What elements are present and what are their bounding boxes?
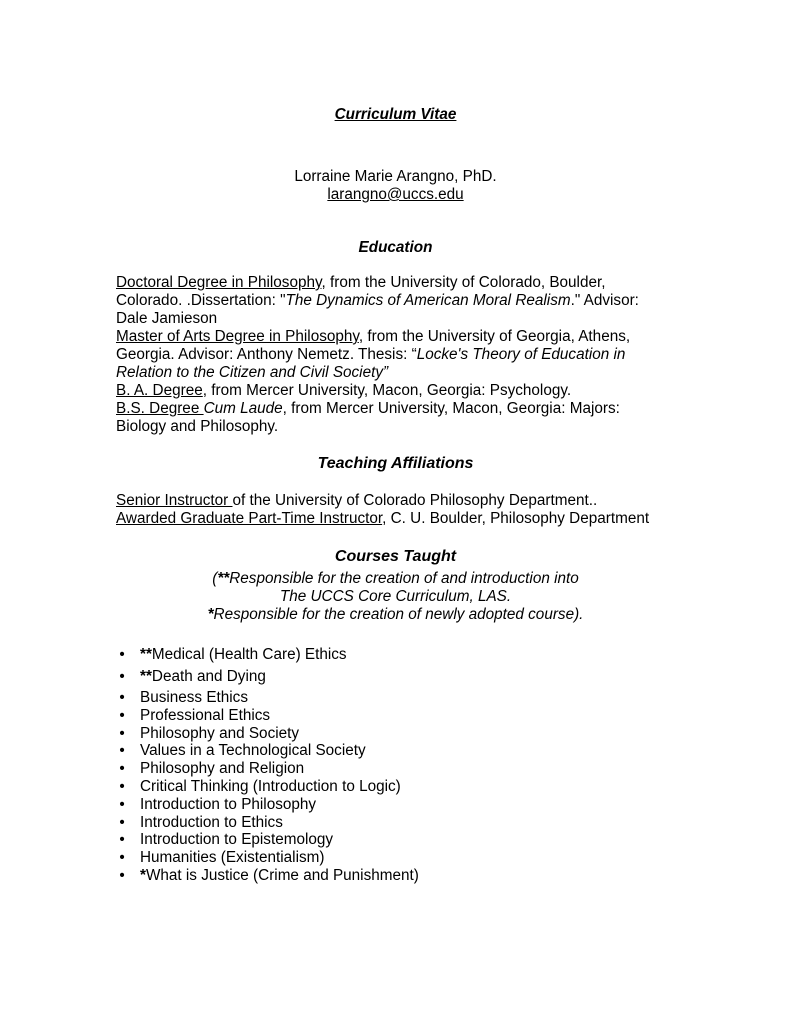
bullet-icon: •: [119, 760, 125, 778]
course-item: [116, 814, 419, 832]
course-title: Philosophy and Society: [140, 724, 300, 742]
senior-instructor-label: Senior Instructor: [116, 492, 233, 509]
bullet-icon: •: [119, 706, 125, 724]
course-item: [116, 667, 419, 689]
bullet-icon: •: [119, 866, 125, 884]
course-title: Introduction to Ethics: [140, 813, 283, 831]
bs-majors: Biology and Philosophy.: [116, 418, 279, 435]
course-title: What is Justice (Crime and Punishment): [145, 866, 419, 884]
note-line3: Responsible for the creation of newly adopted course).: [213, 606, 584, 623]
course-item: [116, 867, 419, 885]
bullet-icon: •: [119, 795, 125, 813]
courses-note: [0, 570, 791, 624]
affiliations-heading: Teaching Affiliations: [317, 455, 474, 472]
course-item: [116, 796, 419, 814]
ba-degree-text: , from Mercer University, Macon, Georgia: Psychology.: [202, 382, 572, 399]
course-title: Medical (Health Care) Ethics: [151, 646, 347, 663]
bullet-icon: •: [119, 813, 125, 831]
bs-degree-text: , from Mercer University, Macon, Georgia: Majors:: [282, 400, 620, 417]
note-line2: The UCCS Core Curriculum, LAS.: [279, 588, 512, 605]
person-name: Lorraine Marie Arangno, PhD.: [294, 168, 497, 185]
bullet-icon: •: [119, 668, 125, 685]
course-title: Values in a Technological Society: [140, 742, 366, 760]
ma-degree-label: Master of Arts Degree in Philosophy: [116, 328, 359, 345]
senior-instructor-text: of the University of Colorado Philosophy Department..: [232, 492, 598, 509]
bullet-icon: •: [119, 831, 125, 849]
ma-thesis-prefix: Georgia. Advisor: Anthony Nemetz. Thesis: “: [116, 346, 417, 363]
doctoral-degree-text: , from the University of Colorado, Boulder,: [321, 274, 606, 291]
doctoral-degree-label: Doctoral Degree in Philosophy: [116, 274, 322, 291]
course-item: [116, 778, 419, 796]
course-item: [116, 645, 419, 667]
bullet-icon: •: [119, 646, 125, 663]
bullet-icon: •: [119, 742, 125, 760]
graduate-instructor-label: Awarded Graduate Part-Time Instructor: [116, 510, 383, 527]
note-double-star: **: [217, 570, 230, 587]
ma-thesis-title-part2: Relation to the Citizen and Civil Society”: [116, 364, 389, 381]
course-list: [116, 645, 419, 885]
bullet-icon: •: [119, 777, 125, 795]
course-mark: **: [140, 668, 152, 685]
note-single-star: *: [207, 606, 214, 623]
graduate-instructor-text: , C. U. Boulder, Philosophy Department: [382, 510, 650, 527]
doctoral-advisor-name: Dale Jamieson: [116, 310, 218, 327]
course-item: [116, 725, 419, 743]
course-mark: *: [140, 866, 146, 884]
course-item: [116, 831, 419, 849]
education-section: [116, 274, 686, 436]
education-heading: Education: [358, 239, 433, 256]
doctoral-dissertation-prefix: Colorado. .Dissertation: ": [116, 292, 286, 309]
bullet-icon: •: [119, 724, 125, 742]
affiliations-section: [116, 492, 716, 528]
courses-heading: Courses Taught: [334, 548, 457, 565]
ma-degree-text: , from the University of Georgia, Athens,: [358, 328, 631, 345]
bullet-icon: •: [119, 849, 125, 867]
bs-degree-label: B.S. Degree: [116, 400, 204, 417]
course-title: Philosophy and Religion: [140, 760, 305, 778]
note-line1: Responsible for the creation of and introduction into: [229, 570, 579, 587]
ba-degree-label: B. A. Degree: [116, 382, 203, 399]
ma-thesis-title-part1: Locke's Theory of Education in: [416, 346, 626, 363]
course-item: [116, 707, 419, 725]
course-title: Professional Ethics: [140, 706, 271, 724]
doctoral-advisor-label: ." Advisor:: [570, 292, 639, 309]
document-title: Curriculum Vitae: [334, 106, 457, 123]
contact-block: [0, 168, 791, 204]
course-item: [116, 760, 419, 778]
course-item: [116, 742, 419, 760]
course-mark: **: [140, 646, 152, 663]
course-title: Critical Thinking (Introduction to Logic): [140, 777, 401, 795]
course-title: Introduction to Epistemology: [140, 831, 334, 849]
course-item: [116, 689, 419, 707]
note-open-paren: (: [212, 570, 218, 587]
doctoral-dissertation-title: The Dynamics of American Moral Realism: [285, 292, 571, 309]
email-link[interactable]: larangno@uccs.edu: [327, 186, 464, 203]
course-title: Death and Dying: [151, 668, 266, 685]
bullet-icon: •: [119, 689, 125, 706]
course-title: Business Ethics: [140, 689, 248, 706]
bs-cum-laude: Cum Laude: [203, 400, 283, 417]
course-title: Humanities (Existentialism): [140, 849, 325, 867]
course-item: [116, 849, 419, 867]
course-title: Introduction to Philosophy: [140, 795, 317, 813]
